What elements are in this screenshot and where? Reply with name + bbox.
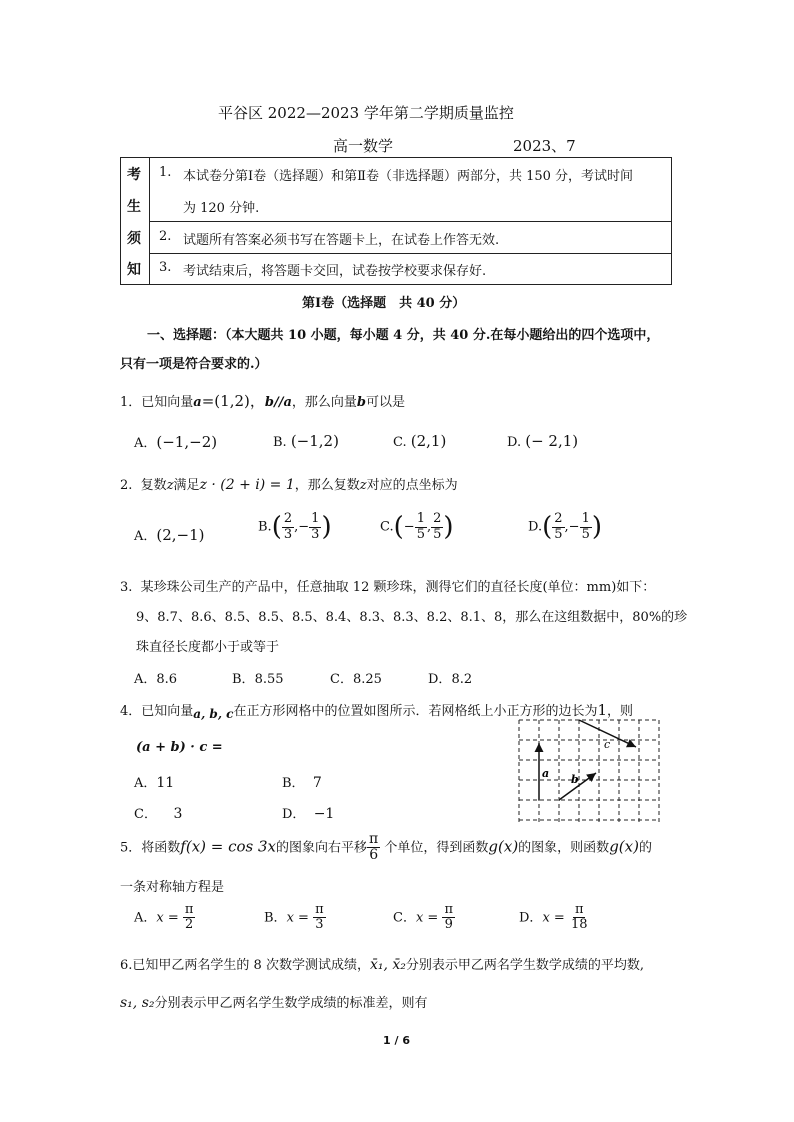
q5-option-c: C．x = $\frac{\pi}{9}$ (393, 902, 453, 933)
question-6-text: s₁, s₂分别表示甲乙两名学生数学成绩的标准差，则有 (120, 995, 428, 1011)
question-3-text: 珠直径长度都小于或等于 (136, 640, 280, 655)
q4-option-a: A．11 (134, 775, 175, 791)
notice-side-char: 考 (127, 167, 141, 183)
function-f: f(x) = cos 3x (180, 837, 277, 856)
mean-symbols: x̄₁, x̄₂ (369, 957, 406, 973)
notice-side-char: 知 (127, 262, 141, 278)
q4-option-c: C． 3 (134, 806, 183, 822)
q2-option-a: A．(2,−1) (134, 526, 205, 544)
question-4-expression: (a + b) · c = (136, 740, 223, 755)
notice-item-text: 试题所有答案必须书写在答题卡上，在试卷上作答无效. (183, 233, 500, 248)
vector-a: a (193, 395, 202, 410)
vector-names: a, b, c (193, 707, 234, 721)
notice-item-text: 为 120 分钟. (183, 201, 260, 216)
q4-option-d: D． −1 (282, 806, 335, 822)
q1-option-c: C. (2,1) (393, 432, 447, 450)
q3-option-b: B．8.55 (232, 672, 284, 687)
vector-a-label: a (542, 767, 550, 780)
q5-option-d: D．x = $\frac{\pi}{18}$ (519, 902, 588, 933)
grid-lines (519, 720, 659, 822)
notice-item-number: 2. (159, 229, 172, 244)
question-text: ，那么向量 (291, 395, 357, 410)
notice-item-text: 本试卷分第Ⅰ卷（选择题）和第Ⅱ卷（非选择题）两部分，共 150 分，考试时间 (183, 169, 634, 184)
exam-title: 平谷区 2022—2023 学年第二学期质量监控 (218, 104, 514, 122)
section-instruction: 只有一项是符合要求的.） (120, 357, 268, 372)
section-instruction: 一、选择题：（本大题共 10 小题，每小题 4 分，共 40 分.在每小题给出的四个选项中， (147, 328, 660, 343)
q2-option-b: B.( $\frac{2}{3}$ ,− $\frac{1}{3}$ ) (258, 511, 332, 542)
q1-option-b: B. (−1,2) (273, 432, 339, 450)
vector-b-label: b (571, 773, 579, 786)
q4-option-b: B． 7 (282, 775, 322, 791)
vector-a-value: =(1,2)， (201, 392, 265, 410)
question-5-text: 一条对称轴方程是 (120, 880, 225, 895)
notice-divider (149, 253, 671, 254)
notice-item-text: 考试结束后，将答题卡交回，试卷按学校要求保存好. (183, 264, 487, 279)
notice-side-column (121, 158, 150, 284)
q3-option-d: D．8.2 (428, 672, 473, 687)
sd-symbols: s₁, s₂ (120, 995, 155, 1011)
vector-grid-figure (518, 719, 664, 823)
vector-c-label: c (604, 738, 611, 751)
q1-option-a: A．(−1,−2) (134, 433, 218, 451)
notice-item-number: 3. (159, 260, 172, 275)
q3-option-c: C．8.25 (330, 672, 382, 687)
question-number: 1． (120, 395, 142, 410)
notice-side-char: 须 (127, 231, 141, 247)
question-text: 可以是 (366, 395, 406, 410)
question-4-stem: 4．已知向量a, b, c在正方形网格中的位置如图所示．若网格纸上小正方形的边长为1，则 (120, 701, 634, 721)
q5-option-b: B．x = $\frac{\pi}{3}$ (264, 902, 324, 933)
q3-option-a: A．8.6 (134, 672, 178, 687)
parallel-condition: b//a (264, 395, 292, 410)
question-1-stem (120, 390, 405, 411)
section-title: 第Ⅰ卷（选择题 共 40 分） (302, 296, 466, 311)
question-6-stem: 6.已知甲乙两名学生的 8 次数学测试成绩，x̄₁, x̄₂分别表示甲乙两名学生数学成绩的平均数, (120, 957, 645, 973)
question-3-stem: 3. 某珍珠公司生产的产品中，任意抽取 12 颗珍珠，测得它们的直径长度(单位：mm)如下： (120, 580, 656, 595)
notice-item-number: 1. (159, 165, 172, 180)
vector-b: b (356, 395, 366, 410)
question-5-stem: 5．将函数f(x) = cos 3x的图象向右平移 $\frac{\pi}{6}$ 个单位，得到函数g(x)的图象，则函数g(x)的 (120, 831, 652, 864)
notice-divider (149, 221, 671, 222)
notice-table (120, 157, 672, 285)
equation: z · (2 + i) = 1 (199, 477, 295, 493)
q2-option-d: D.( $\frac{2}{5}$ ,− $\frac{1}{5}$ ) (528, 511, 602, 542)
question-2-stem: 2. 复数z满足z · (2 + i) = 1，那么复数z对应的点坐标为 (120, 477, 458, 493)
notice-side-char: 生 (127, 199, 141, 215)
page-number: 1 / 6 (383, 1034, 410, 1047)
q1-option-d: D. (− 2,1) (507, 432, 579, 450)
q2-option-c: C.(− $\frac{1}{5}$ , $\frac{2}{5}$ ) (380, 511, 454, 542)
exam-date: 2023、7 (513, 137, 576, 155)
question-text: 已知向量 (141, 395, 194, 410)
question-3-data: 9、8.7、8.6、8.5、8.5、8.5、8.4、8.3、8.3、8.2、8.1、8，那么在这组数据中，80%的珍 (136, 610, 688, 625)
q5-option-a: A．x = $\frac{\pi}{2}$ (134, 902, 194, 933)
exam-subject: 高一数学 (333, 137, 394, 155)
